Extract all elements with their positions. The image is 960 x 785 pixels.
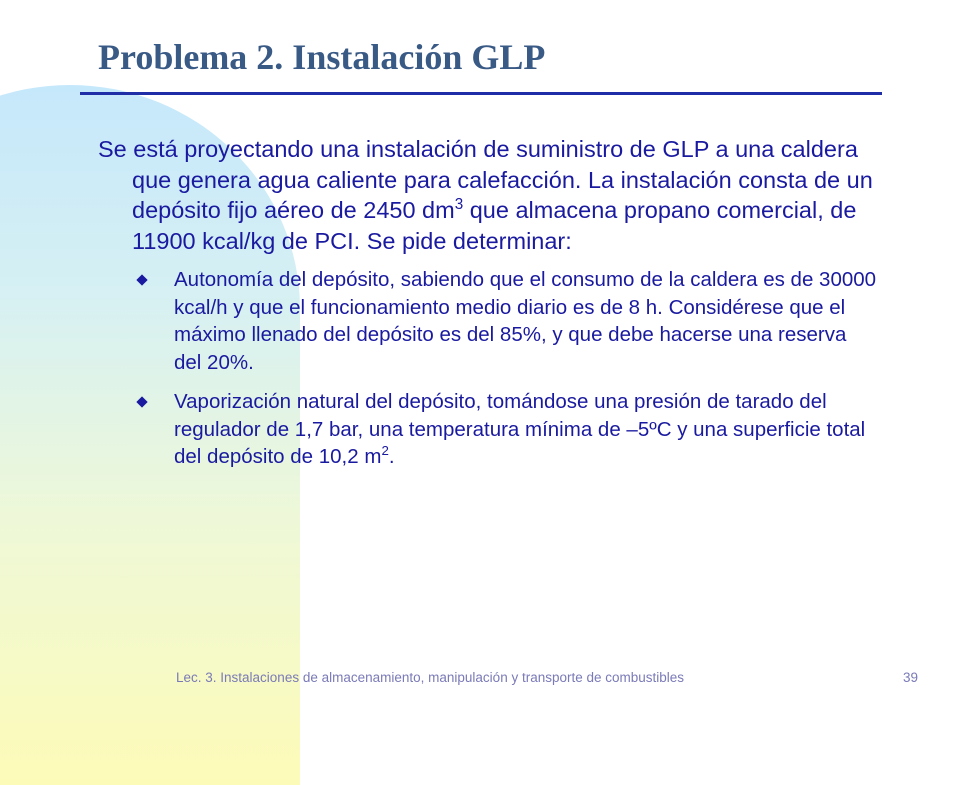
- bullet-text-2-end: .: [388, 445, 395, 468]
- diamond-bullet-icon: [136, 396, 147, 407]
- list-item: [98, 388, 878, 471]
- slide-body: [98, 134, 878, 483]
- superscript-3: 3: [454, 196, 464, 214]
- title-underline: [80, 92, 882, 95]
- bullet-list: [98, 266, 878, 471]
- slide-title: Problema 2. Instalación GLP: [98, 37, 546, 77]
- bullet-text: [174, 266, 878, 376]
- intro-paragraph: [98, 134, 878, 256]
- bullet-text: [174, 388, 878, 471]
- bullet-text-2: Vaporización natural del depósito, tomándose una presión de tarado del regulador de 1,7 bar, una temperatura mínima de –5ºC y una superficie total del depósito de 10,2 m: [174, 390, 866, 468]
- diamond-bullet-icon: [136, 274, 147, 285]
- page-number: 39: [903, 670, 919, 685]
- slide-footer: Lec. 3. Instalaciones de almacenamiento, manipulación y transporte de combustibles: [176, 670, 685, 685]
- intro-text-end: que almacena propano comercial, de 11900 kcal/kg de PCI. Se pide determinar:: [132, 197, 857, 254]
- intro-text: Se está proyectando una instalación de suministro de GLP a una caldera que genera agua caliente para calefacción. La instalación consta de un depósito fijo aéreo de 2450 dm: [98, 136, 873, 223]
- superscript-2: 2: [381, 443, 389, 459]
- bullet-text-1: Autonomía del depósito, sabiendo que el consumo de la caldera es de 30000 kcal/h y que el funcionamiento medio diario es de 8 h. Considérese que el máximo llenado del depósito es del 85%, y que debe hacerse una reserva del 20%.: [174, 268, 877, 374]
- list-item: [98, 266, 878, 376]
